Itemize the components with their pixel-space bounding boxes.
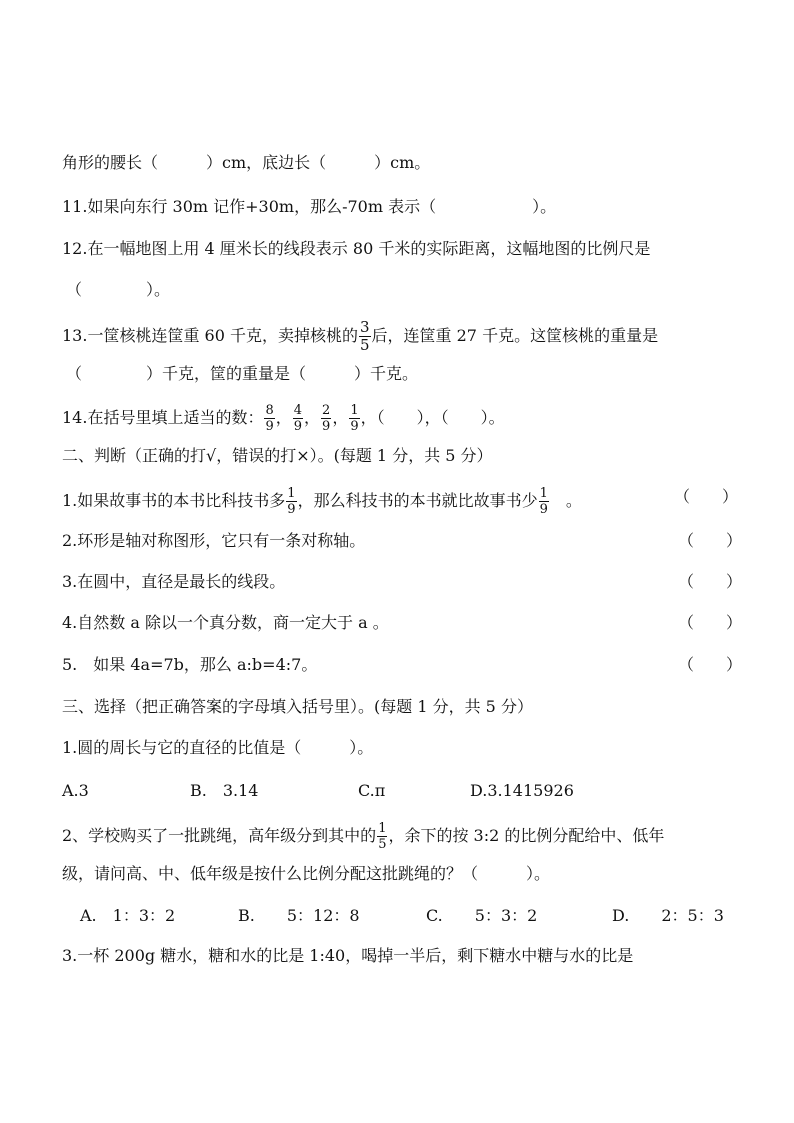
fraction-4-9 <box>293 404 303 433</box>
question-11: 11.如果向东行 30m 记作+30m，那么-70m 表示（ ）。 <box>62 197 557 216</box>
s3q2-option-b: B. 5：12：8 <box>238 906 360 925</box>
s3-question-2-line2: 级，请问高、中、低年级是按什么比例分配这批跳绳的？（ ）。 <box>62 864 551 883</box>
fraction-1-9 <box>539 487 549 516</box>
fraction-numerator: 1 <box>287 486 296 501</box>
answer-bracket: （ ） <box>677 572 742 591</box>
fraction-numerator: 1 <box>378 821 387 836</box>
section-3-heading: 三、选择（把正确答案的字母填入括号里）。(每题 1 分，共 5 分） <box>62 697 533 716</box>
fraction-numerator: 4 <box>293 403 303 418</box>
fraction-denominator: 9 <box>287 502 296 517</box>
answer-bracket: （ ） <box>677 613 742 632</box>
fraction-denominator: 5 <box>378 837 387 852</box>
s2-question-1 <box>62 487 582 516</box>
s3q2-option-d: D. 2：5：3 <box>612 906 724 925</box>
fraction-numerator: 1 <box>539 486 548 501</box>
comma: ， <box>304 408 321 427</box>
s3-question-1: 1.圆的周长与它的直径的比值是（ ）。 <box>62 738 374 757</box>
fraction-denominator: 5 <box>359 336 370 354</box>
fraction-8-9 <box>264 404 274 433</box>
fraction-denominator: 9 <box>539 502 548 517</box>
s3q2-text-a: 2、学校购买了一批跳绳，高年级分到其中的 <box>62 826 377 845</box>
s2-question-3: 3.在圆中，直径是最长的线段。 <box>62 572 286 591</box>
s2q1-text-b: ，那么科技书的本书就比故事书少 <box>297 491 538 510</box>
fraction-3-5 <box>359 320 371 353</box>
question-12-line1: 12.在一幅地图上用 4 厘米长的线段表示 80 千米的实际距离，这幅地图的比例尺是 <box>62 239 651 258</box>
q14-text-pre: 14.在括号里填上适当的数： <box>62 408 264 427</box>
comma: ， <box>275 408 292 427</box>
s3-question-3: 3.一杯 200g 糖水，糖和水的比是 1:40，喝掉一半后，剩下糖水中糖与水的比是 <box>62 946 634 965</box>
q14-text-post: ，（ ），（ ）。 <box>360 408 505 427</box>
s3q2-option-a: A. 1：3：2 <box>80 906 176 925</box>
fraction-numerator: 3 <box>359 318 370 336</box>
fraction-numerator: 8 <box>265 403 274 418</box>
fraction-denominator: 9 <box>350 419 359 434</box>
answer-bracket: （ ） <box>673 487 738 506</box>
fraction-numerator: 1 <box>350 403 359 418</box>
q10-continuation: 角形的腰长（ ）cm，底边长（ ）cm。 <box>62 153 431 172</box>
fraction-numerator: 2 <box>322 403 331 418</box>
q13-text-post: 后，连筐重 27 千克。这筐核桃的重量是 <box>371 326 659 345</box>
fraction-1-9 <box>349 404 359 433</box>
s3q1-option-b: B. 3.14 <box>190 781 259 800</box>
fraction-denominator: 9 <box>293 419 303 434</box>
question-13-line2: （ ）千克，筐的重量是（ ）千克。 <box>66 364 419 383</box>
answer-bracket: （ ） <box>677 531 742 550</box>
section-2-heading: 二、判断（正确的打√，错误的打×）。(每题 1 分，共 5 分） <box>62 446 493 465</box>
fraction-2-9 <box>321 404 331 433</box>
s3q2-text-b: ，余下的按 3:2 的比例分配给中、低年 <box>388 826 665 845</box>
s3-question-2-line1 <box>62 822 664 851</box>
fraction-denominator: 9 <box>265 419 274 434</box>
s3q2-option-c: C. 5：3：2 <box>426 906 538 925</box>
s2q1-text-c: 。 <box>549 491 582 510</box>
question-12-line2: （ ）。 <box>66 280 171 299</box>
fraction-1-5 <box>377 822 387 851</box>
s2-question-5: 5. 如果 4a=7b，那么 a:b=4:7。 <box>62 655 318 674</box>
s2-question-2: 2.环形是轴对称图形，它只有一条对称轴。 <box>62 531 366 550</box>
q13-text-pre: 13.一筐核桃连筐重 60 千克，卖掉核桃的 <box>62 326 358 345</box>
fraction-1-9 <box>286 487 296 516</box>
fraction-denominator: 9 <box>322 419 331 434</box>
s3q1-option-a: A.3 <box>62 781 89 800</box>
s2q1-text-a: 1.如果故事书的本书比科技书多 <box>62 491 286 510</box>
question-13-line1 <box>62 320 658 353</box>
s2-question-4: 4.自然数 a 除以一个真分数，商一定大于 a 。 <box>62 613 389 632</box>
s3q1-option-c: C.π <box>358 781 386 800</box>
answer-bracket: （ ） <box>677 655 742 674</box>
s3q1-option-d: D.3.1415926 <box>470 781 574 800</box>
question-14 <box>62 404 505 433</box>
comma: ， <box>332 408 349 427</box>
